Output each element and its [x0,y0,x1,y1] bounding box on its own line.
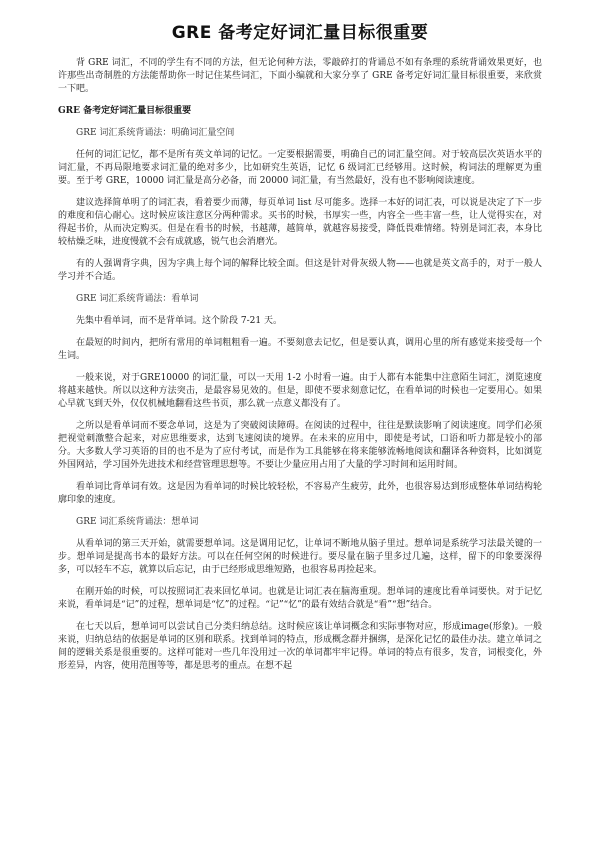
paragraph: 看单词比背单词有效。这是因为看单词的时候比较轻松，不容易产生疲劳，此外，也很容易达到形成整体单词结构轮廓印象的速度。 [58,482,542,505]
paragraph: 在最短的时间内，把所有常用的单词粗粗看一遍。不要刻意去记忆，但是要认真，调用心里的所有感觉来接受每一个生词。 [58,338,542,361]
section-heading-2: GRE 词汇系统背诵法：看单词 [76,294,199,304]
section-heading-1: GRE 词汇系统背诵法：明确词汇量空间 [76,128,235,138]
paragraph: 从看单词的第三天开始，就需要想单词。这是调用记忆，让单词不断地从脑子里过。想单词是系统学习法最关键的一步。想单词是提高书本的最好方法。可以在任何空闲的时候进行。要尽量在脑子里多过几遍，这样，留下的印象要深得多，可以轻车不忘，就算以后忘记，由于已经形成思维短路，也很容易再捡起来。 [58,539,542,575]
subtitle: GRE 备考定好词汇量目标很重要 [58,106,192,116]
paragraph: 任何的词汇记忆，都不是所有英文单词的记忆。一定要根据需要，明确自己的词汇量空间。对于较高层次英语水平的词汇量，不再局限地要求词汇量的绝对多少，比如研究生英语，记忆 6 级词汇已经够用。这时候，构词法的理解更为重要。至于考 GRE，10000 词汇量是高分必备，而 20000 词汇量，有当然最好，没有也不影响阅读速度。 [58,150,542,186]
paragraph: 有的人强调背字典，因为字典上每个词的解释比较全面。但这是针对骨灰级人物——也就是英文高手的，对于一般人学习并不合适。 [58,259,542,282]
paragraph: 建议选择简单明了的词汇表，看着要少而薄，每页单词 list 尽可能多。选择一本好的词汇表，可以说是决定了下一步的难度和信心耐心。这时候应该注意区分两种需求。买书的时候，书厚实一些，内容全一些丰富一些，让人觉得实在，对得起书价，从而决定购买。但是在看书的时候，书越薄，越简单，就越容易接受，降低畏难情绪。特别是词汇表，本身比较枯燥乏味，进度慢就不会有成就感，锐气也会消磨光。 [58,198,542,247]
intro-paragraph: 背 GRE 词汇，不同的学生有不同的方法，但无论何种方法，零敲碎打的背诵总不如有条理的系统背诵效果更好，也许那些出奇制胜的方法能帮助你一时记住某些词汇，下面小编就和大家分享了 GRE 备考定好词汇量目标很重要，来欣赏一下吧。 [58,58,542,94]
section-heading-3: GRE 词汇系统背诵法：想单词 [76,517,199,527]
paragraph: 之所以是看单词而不要念单词，这是为了突破阅读障碍。在阅读的过程中，往往是默读影响了阅读速度。同学们必须把视觉刺激整合起来，对应思维要求，达到飞速阅读的境界。在未来的应用中，即使是考试，口语和听力都是较小的部分。大多数人学习英语的目的也不是为了应付考试，而是作为工具能够在将来能够流畅地阅读和翻译各种资料，比如浏览外国网站，学习国外先进技术和经营管理思想等。不要让少量应用占用了大量的学习时间和运用时间。 [58,421,542,470]
paragraph: 在七天以后，想单词可以尝试自己分类归纳总结。这时候应该让单词概念和实际事物对应，形成image(形象)。一般来说，归纳总结的依据是单词的区别和联系。找到单词的特点，形成概念群并捆绑，是深化记忆的最佳办法。建立单词之间的逻辑关系是很重要的。这样可能对一些几年没用过一次的单词都牢牢记得。单词的特点有很多，发音，词根变化，外形差异，内容，使用范围等等，都是思考的重点。在想不起 [58,622,542,671]
paragraph: 先集中看单词，而不是背单词。这个阶段 7-21 天。 [76,316,282,326]
document-title: GRE 备考定好词汇量目标很重要 [171,23,429,43]
paragraph: 在刚开始的时候，可以按照词汇表来回忆单词。也就是让词汇表在脑海重现。想单词的速度比看单词要快。对于记忆来说，看单词是“记”的过程，想单词是“忆”的过程。“记”“忆”的最有效结合就是“看”“想”结合。 [58,587,542,610]
paragraph: 一般来说，对于GRE10000 的词汇量，可以一天用 1-2 小时看一遍。由于人都有本能集中注意陌生词汇，浏览速度将越来越快。所以以这种方法突击，是最容易见效的。但是，即使不要求刻意记忆，在看单词的时候也一定要用心。如果心早就飞到天外，仅仅机械地翻看这些书页，那么就一点意义都没有了。 [58,373,542,409]
